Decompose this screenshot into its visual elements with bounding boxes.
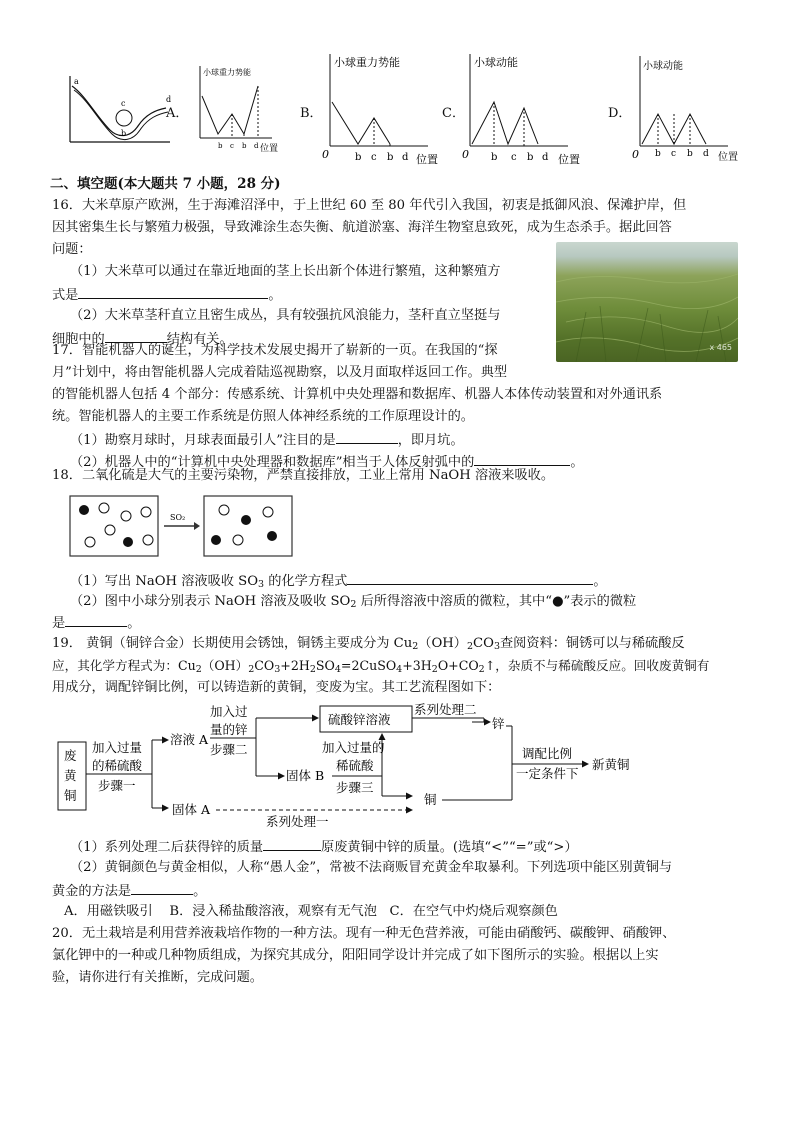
graph-d-tick-b: b	[655, 149, 661, 159]
q19-l2s3: 3	[274, 664, 281, 675]
q16-line3: 问题：	[52, 242, 92, 257]
q17-p2a: （2）机器人中的“计算机中央处理器和数据库”相当于人体反射弧中的	[70, 455, 475, 470]
q16-p2a: （2）大米草茎秆直立且密生成丛，具有较强抗风浪能力，茎秆直立坚挺与	[70, 308, 501, 323]
q19-line2	[52, 656, 709, 681]
flow-new-brass: 新黄铜	[592, 757, 630, 772]
particle-diagram	[66, 492, 298, 562]
q17-p1-row	[70, 429, 464, 452]
option-c-label: C．	[442, 106, 465, 121]
q19-line1	[52, 634, 685, 658]
graph-a-xlabel: 位置	[260, 144, 279, 154]
graph-c-tick-d: d	[542, 152, 549, 163]
so2-arrow-label: SO₂	[170, 513, 186, 522]
q19-answer-1[interactable]	[263, 836, 321, 851]
q19-p1b: 原废黄铜中锌的质量。(选填“<”“=”或“>）	[321, 840, 578, 855]
q17-line2: 月”计划中，将由智能机器人完成着陆巡视勘察，以及月面取样返回工作。典型	[52, 365, 508, 380]
option-b-label: B．	[300, 106, 323, 121]
q19-p2-row	[52, 880, 206, 903]
flow-series1: 系列处理一	[266, 814, 329, 829]
q19-l2i: ↑，杂质不与稀硫酸反应。回收废黄铜有	[484, 658, 710, 673]
q19-l2s2: 2	[248, 664, 255, 675]
q19-l2g: +3H	[402, 658, 432, 673]
q18-p2-row2	[52, 612, 140, 635]
graph-c-origin: 0	[462, 148, 469, 161]
track-label-a: a	[74, 77, 79, 86]
photo-watermark: x 465	[709, 342, 732, 352]
q18-p2c: 是	[52, 616, 66, 631]
q17-p2end: 。	[570, 455, 584, 470]
flow-add-acid2-2: 稀硫酸	[336, 758, 374, 773]
graph-a-title: 小球重力势能	[203, 68, 251, 77]
graph-c-tick-b: b	[491, 152, 498, 163]
q19-answer-2[interactable]	[131, 880, 193, 895]
flow-waste-3: 铜	[64, 788, 77, 803]
track-figure	[66, 72, 174, 148]
option-a-label: A．	[166, 106, 189, 121]
q16-p2b: 细胞中的	[52, 332, 105, 347]
q17-answer-1[interactable]	[336, 429, 398, 444]
q17-p1a: （1）勘察月球时，月球表面最引人”注目的是	[70, 433, 336, 448]
q19-l2s7: 2	[431, 664, 438, 675]
q17-answer-2[interactable]	[474, 451, 570, 466]
q19-l1c: CO	[473, 636, 494, 651]
q19-p1a: （1）系列处理二后获得锌的质量	[70, 840, 264, 855]
q19-l1s1: 2	[412, 641, 419, 652]
q19-p1-row	[70, 836, 578, 859]
q19-l1b: （OH）	[418, 636, 467, 651]
graph-b-xlabel: 位置	[416, 153, 438, 166]
q17-line3: 的智能机器人包括 4 个部分：传感系统、计算机中央处理器和数据库、机器人本体传动装置和对外通讯系	[52, 387, 663, 402]
graph-b-title: 小球重力势能	[334, 56, 400, 69]
flow-solution-a: 溶液 A	[170, 732, 209, 747]
flow-adjust-2: 一定条件下	[516, 766, 579, 781]
flow-series2: 系列处理二	[414, 702, 477, 717]
q19-p2b: 黄金的方法是	[52, 884, 132, 899]
graph-d-tick-c: c	[671, 149, 677, 159]
flow-waste-1: 废	[64, 748, 77, 763]
q18-line1: 18．二氧化硫是大气的主要污染物，严禁直接排放，工业上常用 NaOH 溶液来吸收。	[52, 468, 555, 483]
flow-add-zinc-2: 量的锌	[210, 722, 248, 737]
q16-line2: 因其密集生长与繁殖力极强，导致滩涂生态失衡、航道淤塞、海洋生物窒息致死，成为生态杀手。据此回答	[52, 220, 672, 235]
q16-p1a: （1）大米草可以通过在靠近地面的茎上长出新个体进行繁殖，这种繁殖方	[70, 264, 501, 279]
q18-answer-1[interactable]	[347, 570, 593, 585]
q19-l2s4: 2	[309, 664, 316, 675]
q19-l2c: CO	[254, 658, 275, 673]
q19-l2f: =2CuSO	[340, 658, 397, 673]
q20-line2: 氯化钾中的一种或几种物质组成，为探究其成分，阳阳同学设计并完成了如下图所示的实验。根据以上实	[52, 948, 659, 963]
graph-d-title: 小球动能	[643, 61, 683, 72]
q17-p1end: ，即月坑。	[397, 433, 464, 448]
graph-c-title: 小球动能	[474, 56, 518, 69]
graph-d-xlabel: 位置	[718, 152, 738, 163]
graph-a-tick-c: c	[230, 142, 234, 150]
q17-line1: 17．智能机器人的诞生，为科学技术发展史揭开了崭新的一页。在我国的“探	[52, 343, 498, 358]
q18-p1a: （1）写出 NaOH 溶液吸收 SO	[70, 574, 259, 589]
graph-b-tick-b2: b	[387, 152, 394, 163]
track-label-c: c	[121, 99, 126, 108]
q19-l1a: 19． 黄铜（铜锌合金）长期使用会锈蚀，铜锈主要成分为 Cu	[52, 636, 413, 651]
q19-l2b: （OH）	[201, 658, 249, 673]
graph-c	[458, 50, 588, 168]
graph-b-tick-d: d	[402, 152, 409, 163]
graph-a-tick-d: d	[254, 142, 259, 150]
q19-line3: 用成分，调配锌铜比例，可以铸造新的黄铜，变废为宝。其工艺流程图如下：	[52, 680, 501, 695]
graph-d-origin: 0	[632, 148, 639, 161]
flow-solid-b: 固体 B	[286, 768, 325, 783]
flow-add-acid2-1: 加入过量的	[322, 740, 385, 755]
flow-waste-2: 黄	[64, 768, 77, 783]
graph-a-tick-b2: b	[242, 142, 247, 150]
graph-b	[318, 50, 448, 168]
graph-c-tick-b2: b	[527, 152, 534, 163]
q20-line1: 20．无土栽培是利用营养液栽培作物的一种方法。现有一种无色营养液，可能由硝酸钙、碳酸钾、硝酸钾、	[52, 926, 676, 941]
graph-a	[192, 58, 284, 154]
flow-step1: 步骤一	[98, 778, 136, 793]
flow-solid-a: 固体 A	[172, 802, 211, 817]
q18-p2-row	[70, 592, 636, 616]
spartina-grass-photo	[556, 242, 738, 362]
q19-l1s2: 2	[466, 641, 474, 652]
graph-a-tick-b: b	[218, 142, 223, 150]
graph-d-tick-d: d	[703, 149, 709, 159]
flow-zinc: 锌	[492, 716, 505, 731]
q19-l2a: 应，其化学方程式为：Cu	[52, 658, 196, 673]
q19-p2a: （2）黄铜颜色与黄金相似，人称“愚人金”，常被不法商贩冒充黄金牟取暴利。下列选项中能区别黄铜与	[70, 860, 673, 875]
q18-p1end: 。	[593, 574, 607, 589]
graph-c-xlabel: 位置	[558, 153, 580, 166]
graph-b-tick-b: b	[355, 152, 362, 163]
q19-l2h: O+CO	[437, 658, 479, 673]
section-heading: 二、填空题(本大题共 7 小题，28 分)	[50, 176, 281, 192]
q16-p2end: 结构有关。	[166, 332, 233, 347]
q18-p1sub: 3	[258, 579, 265, 590]
q16-answer-1[interactable]	[78, 284, 268, 299]
q20-line3: 验，请你进行有关推断，完成问题。	[52, 970, 263, 985]
flow-step2: 步骤二	[210, 742, 248, 757]
q18-p2end: 。	[127, 616, 141, 631]
flow-add-zinc-1: 加入过	[210, 704, 248, 719]
process-flowchart	[52, 700, 672, 830]
q19-l2s5: 4	[334, 664, 341, 675]
q16-p1end: 。	[268, 288, 282, 303]
flow-step3: 步骤三	[336, 780, 374, 795]
flow-zinc-sulfate-box: 硫酸锌溶液	[328, 712, 391, 727]
q17-line4: 统。智能机器人的主要工作系统是仿照人体神经系统的工作原理设计的。	[52, 409, 474, 424]
q19-l2d: +2H	[280, 658, 310, 673]
q18-p2sub: 2	[350, 599, 357, 610]
q19-l2s8: 2	[478, 664, 485, 675]
graph-d-tick-b2: b	[687, 149, 693, 159]
q18-p2a: （2）图中小球分别表示 NaOH 溶液及吸收 SO	[70, 594, 351, 609]
graph-b-tick-c: c	[371, 152, 377, 163]
option-d-label: D．	[608, 106, 632, 121]
q19-options: A．用磁铁吸引 B．浸入稀盐酸溶液，观察有无气泡 C．在空气中灼烧后观察颜色	[64, 904, 558, 919]
track-label-d: d	[166, 95, 172, 104]
flow-add-acid-1: 加入过量	[92, 740, 143, 755]
q19-l2s6: 4	[396, 664, 403, 675]
flow-copper: 铜	[424, 792, 437, 807]
q19-l2s1: 2	[195, 664, 202, 675]
q19-l1d: 查阅资料：铜锈可以与稀硫酸反	[499, 636, 685, 651]
q19-l2e: SO	[315, 658, 335, 673]
q19-p2end: 。	[193, 884, 207, 899]
q18-p2b: 后所得溶液中溶质的微粒，其中“●”表示的微粒	[356, 594, 637, 609]
q16-p1b: 式是	[52, 288, 79, 303]
q18-p1b: 的化学方程式	[264, 574, 348, 589]
q18-answer-2[interactable]	[65, 612, 127, 627]
track-label-b: b	[121, 129, 127, 138]
graph-d	[628, 52, 748, 168]
graph-c-tick-c: c	[511, 152, 517, 163]
flow-add-acid-2: 的稀硫酸	[92, 758, 143, 773]
flow-adjust-1: 调配比例	[522, 746, 573, 761]
q16-p1-row	[52, 284, 282, 307]
q19-l1s3: 3	[493, 641, 500, 652]
graph-b-origin: 0	[322, 148, 329, 161]
q16-line1: 16．大米草原产欧洲，生于海滩沼泽中，于上世纪 60 至 80 年代引入我国，初衷是抵御风浪、保滩护岸，但	[52, 198, 687, 213]
